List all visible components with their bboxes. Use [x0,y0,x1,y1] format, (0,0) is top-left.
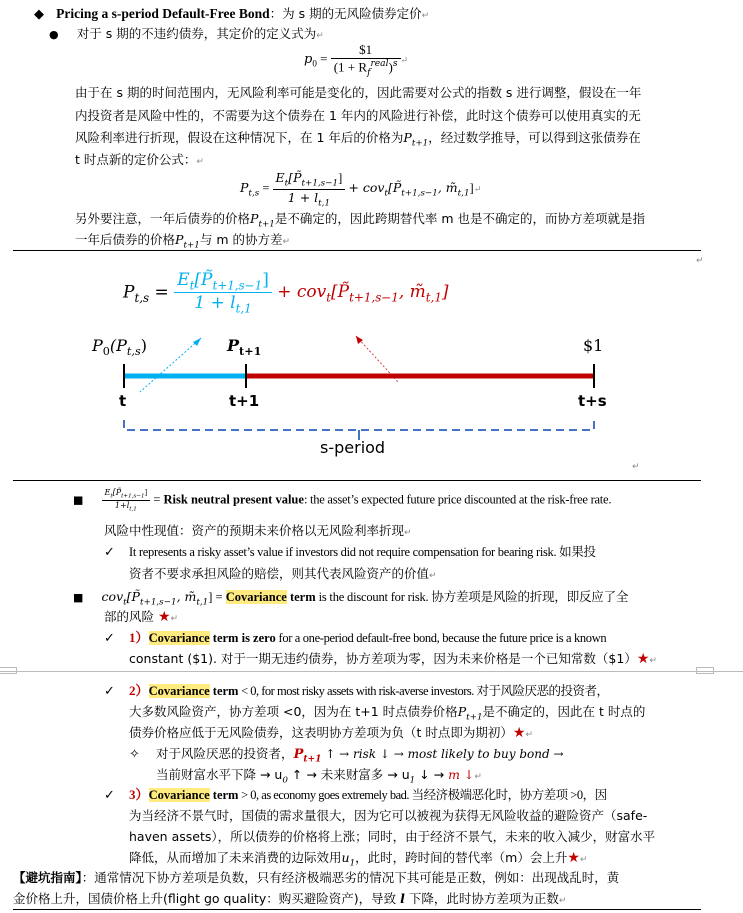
c2-sub-p-sub: t+1 [303,753,322,765]
den-exp: s [392,59,398,69]
f2-cov: + cov [348,179,385,195]
para2-d: 与 m 的协方差 [199,232,283,247]
b2-cov: cov [101,589,124,604]
den-sup: real [370,59,389,69]
star-icon: ★ [157,609,171,625]
df-den: 1 + l [194,293,236,314]
df-arg: [P̃ [194,270,213,290]
paragraph-mark: ↵ [558,896,567,906]
df-cov-m-sub: t,1 [425,290,442,305]
bullet1-fraction [102,488,151,512]
b1-den-sub: t,1 [129,506,137,513]
f2-cov-arg: [P̃ [387,179,402,195]
square-bullet-icon: ■ [73,493,84,507]
para1-line3-a: 风险利率进行折现，假设在这种情况下，在 1 年后的价格为 [75,130,404,145]
f2-cov-sub: t [384,188,388,199]
label-t1: t+1 [229,392,260,410]
page-corner-left [0,667,17,674]
check-icon: ✓ [104,788,115,803]
formula-lhs: p [304,51,313,67]
guide-l: l [400,891,405,906]
b1-arg-sub: t+1,s−1 [121,493,145,500]
label-pt1 [227,336,261,358]
paragraph-mark: ↵ [474,772,482,782]
diagram-formula: $P_{t,s}$ = $\frac{E_t[P̃_{t+1,s-1}]}{1 + l_{t,1}}$ + $cov_t[P̃_{t+1,s-1}$, $m̃_{t,1}$] [123,270,449,316]
star-icon: ★ [567,850,580,866]
label-dollar: $1 [583,336,604,355]
c3-line4a: 降低，从而增加了未来消费的边际效用 [129,850,342,865]
b1-e-sub: t [110,493,113,500]
para2-b: 是不确定的，因此跨期替代率 m 也是不确定的，而协方差项就是指 [274,211,645,226]
df-cov-close: ] [441,282,449,303]
diamond-outline-bullet-icon: ✧ [129,747,140,762]
b1-eq: = [150,492,164,507]
b1-sub-line2 [129,563,437,587]
df-cov: + cov [277,282,327,303]
c2-num: 2） [129,683,149,698]
label-p0 [92,336,147,358]
f2-cov-m-sub: t,1 [457,188,470,199]
b2-close: ] [208,590,213,604]
c3-line4b: ，此时，跨时间的替代率（m）会上升 [355,850,568,865]
b1-sub-line2-text: 资者不要求承担风险的赔偿，则其代表风险资产的价值 [129,566,430,581]
b2-eq: = [212,590,226,604]
timeline-diagram [0,252,743,478]
df-denominator [174,293,272,315]
paragraph-mark: ↵ [170,614,179,624]
den-sub: f [367,67,371,78]
p0-arg-sub: t,s [126,345,141,359]
c3-line2: 为当经济不景气时，国债的需求量很大，因为它可以被视为获得无风险收益的避险资产（safe- [129,808,648,823]
b1-bold: Risk neutral present value [163,492,304,507]
paragraph-mark: ↵ [421,11,430,21]
p0-close: ) [140,336,147,355]
para1-line2: 内投资者是风险中性的，不需要为这个债券在 1 年内的风险进行补偿，此时这个债券可以使用真实的无 [75,108,641,123]
para1-line1: 由于在 s 期的时间范围内，无风险利率可能是变化的，因此需要对公式的指数 s 进行调整，假设在一年 [75,85,642,100]
c1-rest: for a one-period default-free bond, because the future price is a known [275,631,607,645]
b2-arg: [P̃ [126,589,140,604]
c2-sub-c3: ↓ → [415,767,449,782]
p-t1: P [403,130,412,145]
blue-pointer-arrow [140,338,201,392]
f2-lhs: P [240,179,249,195]
c2-highlight: Covariance [148,684,210,698]
f2-den-sub: t,1 [318,198,331,208]
c3-highlight: Covariance [148,788,210,802]
s-period-bracket [124,420,594,430]
divider-end [13,909,701,910]
p-t1: P [250,211,259,226]
f2-num-close: ] [338,171,343,185]
b1-rest: : the asset’s expected future price discounted at the risk-free rate. [303,492,612,507]
divider-bottom [13,480,701,481]
f2-cov-close: ] [469,180,474,195]
para2-a: 另外要注意，一年后债券的价格 [75,211,251,226]
diamond-bullet-icon: ◆ [34,7,44,22]
b2-m-sub: t,1 [196,597,209,608]
c3-u: u [341,850,350,865]
b1-num [102,488,151,501]
formula-lhs-sub: 0 [312,58,317,69]
check-3 [104,784,607,806]
f2-num-arg-sub: t+1,s−1 [301,178,339,189]
df-cov-sub: t [326,290,332,305]
f2-lhs-sub: t,s [248,188,260,199]
c3-bold: term [209,788,239,802]
guide-label: 【避坑指南】 [13,870,82,885]
label-s-period: s-period [320,438,386,457]
f2-numerator [273,170,346,190]
check-icon: ✓ [104,684,115,699]
b2-bold: term [286,590,316,604]
df-den-sub: t,1 [235,301,252,316]
c1-line2-text: constant ($1). 对于一期无违约债券，协方差项为零，因为未来价格是一个已知常数（$1） [129,651,637,666]
formula-p0: $p_0$ = $\frac{\$1}{(1 + R_f^{real})^s}$ ↵ [304,42,409,78]
pt1: P [227,336,240,355]
para1-line4 [75,149,204,173]
paragraph-mark: ↵ [429,571,437,581]
heading-title-cn: ：为 s 期的无风险债券定价 [269,6,422,21]
heading-title-en: Pricing a s-period Default-Free Bond [56,6,270,21]
label-ts: t+s [578,392,607,410]
paragraph-mark: ↵ [579,855,588,865]
c2-line2b: 是不确定的，因此在 t 时点的 [482,704,646,719]
df-e-sub: t [189,278,195,293]
c2-line3-text: 债券价格应低于无风险债券，这表明协方差项为负（t 时点即为期初） [129,725,513,740]
c2-sub-p: P [293,747,304,762]
paragraph-mark: ↵ [400,54,409,65]
p0-sub: 0 [102,345,110,359]
den-pre: (1 + R [333,59,368,75]
b2-rest: is the discount for risk. 协方差项是风险的折现，即反应了全 [315,590,629,604]
b1-sub-check [104,542,596,563]
paragraph-mark: ↵ [649,656,657,666]
df-cov-arg: [P̃ [331,282,350,303]
b2-line2-text: 部的风险 [104,609,158,624]
b1-sub-line1: It represents a risky asset’s value if investors did not require compensation for bearing risk. 如果投 [129,545,596,559]
star-icon: ★ [512,725,526,741]
c1-highlight: Covariance [148,631,210,645]
paragraph-mark: ↵ [316,31,324,41]
para2-c: 一年后债券的价格 [75,232,176,247]
c2-sub-c1: 当前财富水平下降 → u [156,767,283,782]
paragraph-mark: ↵ [525,730,533,740]
df-lhs: P [123,282,135,303]
f2-num-arg: [P̃ [288,170,302,185]
b1-e: E [104,488,111,497]
para1-line4-text: t 时点新的定价公式： [75,152,197,167]
b1-arg: [P̃ [112,488,122,497]
label-t: t [119,392,127,410]
c3-rest: > 0, as economy goes extremely bad. 当经济极端恶化时，协方差项 >0，因 [238,788,607,802]
c2-sub-c1-sub: 0 [282,775,288,786]
c2-bold: term [209,684,239,698]
paragraph-mark: ↵ [404,528,412,538]
b1-close: ] [144,488,148,497]
df-lhs-sub: t,s [134,290,150,305]
check-icon: ✓ [104,631,115,646]
c1-num: 1） [129,630,149,645]
formula-numerator: $1 [331,42,401,59]
paragraph-mark: ↵ [196,157,204,167]
square-bullet-icon: ■ [73,591,84,604]
divider-top [13,250,701,251]
df-numerator [174,270,272,293]
paragraph-mark: ↵ [473,183,482,194]
f2-fraction [273,170,346,208]
c1-bold: term is zero [209,631,276,645]
c2-sub-m: m ↓ [448,767,475,782]
p-t1: P [457,704,467,719]
den-post: ) [388,59,393,75]
p-t1-sub: t+1 [411,138,429,149]
c2-sub-c2-sub: 1 [409,775,416,786]
f2-num-sub: t [284,178,289,189]
formula-fraction [331,42,401,78]
p-t1-sub: t+1 [258,219,275,230]
c3-line3: haven assets），所以债券的价格将上涨；同时，由于经济不景气，未来的收入减少，财富水平 [129,829,656,844]
f2-denominator [273,190,346,209]
df-close: ] [262,270,269,290]
blue-arrowhead-icon [193,338,201,346]
check-icon: ✓ [104,545,115,560]
intro-line [49,23,324,47]
page-corner-right [696,667,714,674]
df-cov-arg-sub: t+1,s−1 [349,290,399,305]
p0-arg: (P [109,336,127,355]
b1-cn-text: 风险中性现值：资产的预期未来价格以无风险利率折现 [104,523,405,538]
b2-highlight: Covariance [225,590,287,604]
check-2 [104,680,609,702]
guide-line1 [13,867,619,888]
intro-text: 对于 s 期的不违约债券，其定价的定义式为 [76,26,317,41]
b2-arg-sub: t+1,s−1 [139,597,177,608]
c1-line2 [129,648,657,672]
p-t1-sub: t+1 [466,712,483,723]
df-arg-sub: t+1,s−1 [212,278,263,293]
paragraph-mark: ↵ [696,256,704,266]
p0: P [92,336,103,355]
f2-cov-arg-sub: t+1,s−1 [401,188,438,199]
df-cov-group [277,282,449,305]
df-fraction [174,270,272,316]
b1-den-text: 1+l [114,500,130,510]
paragraph-mark: ↵ [632,462,640,472]
c2-sub-b: ↑ → risk ↓ → most likely to buy bond → [321,747,564,761]
page-break-line [0,671,743,672]
c3-u-sub: 1 [349,858,356,869]
b2-formula [101,589,213,608]
c2-sub-a: 对于风险厌恶的投资者， [156,746,294,761]
b1-den [102,501,151,513]
p-t1: P [175,232,184,247]
bullet-risk-neutral [73,488,611,512]
b1-cn [104,520,412,544]
f2-den: 1 + l [287,189,319,205]
c3-num: 3） [129,787,149,802]
guide-line2b: 下降，此时协方差项为正数 [404,891,559,906]
star-icon: ★ [636,651,650,667]
guide-line1-text: ：通常情况下协方差项是负数，只有经济极端恶劣的情况下其可能是正数，例如：出现战乱时，黄 [81,870,620,885]
guide-line2a: 金价格上升，国债价格上升(flight go quality：购买避险资产)，导致 [13,891,401,906]
c2-rest: < 0, for most risky assets with risk-averse investors. 对于风险厌恶的投资者， [238,684,609,698]
b2-cov-sub: t [123,597,127,608]
f2-num-e: E [275,170,285,185]
formula-pts: $P_{t,s}$ = $\frac{E_t[P̃_{t+1,s-1}]}{1 + l_{t,1}}$ + $cov_t[P̃_{t+1,s-1}$, $m̃_{t,1}]↵$ [240,170,482,208]
para1-line3-b: ，经过数学推导，可以得到这张债券在 [428,130,641,145]
p-t1-sub: t+1 [183,240,200,251]
c2-sub-c2: ↑ → 未来财富多 → u [287,767,410,782]
paragraph-mark: ↵ [282,237,291,247]
f2-cov-sep: , m̃ [437,179,458,195]
df-e: E [177,270,190,290]
pt1-sub: t+1 [239,344,262,359]
df-cov-sep: , m̃ [398,282,426,303]
formula-denominator [331,59,401,78]
b2-sep: , m̃ [176,589,197,604]
c2-line2a: 大多数风险资产，协方差项 <0，因为在 t+1 时点债券价格 [129,704,458,719]
check-1 [104,627,606,649]
circle-bullet-icon: ● [49,28,59,41]
